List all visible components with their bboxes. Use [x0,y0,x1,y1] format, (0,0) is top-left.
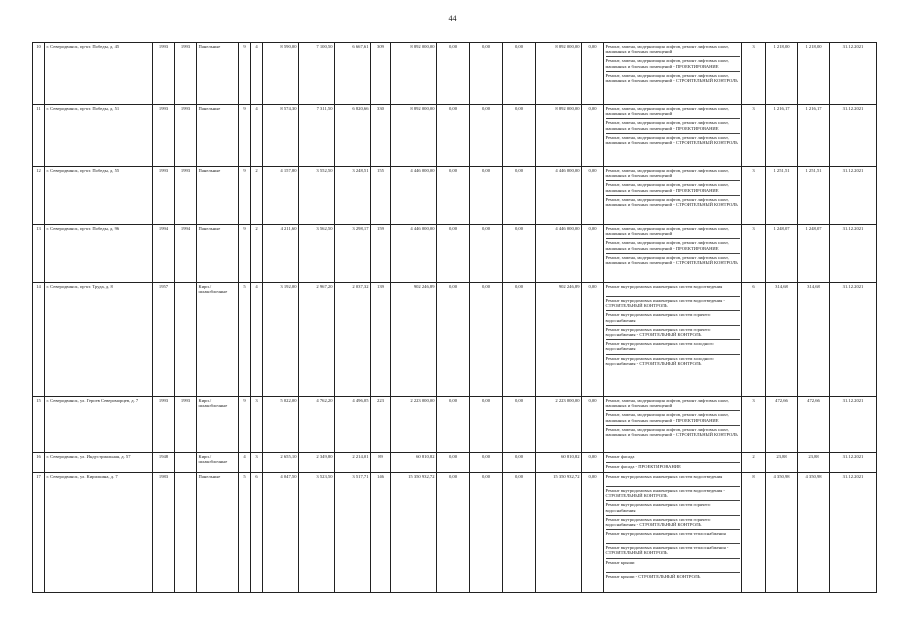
max-cost-cell: 1 216,17 [798,105,830,167]
residents-cell: 330 [371,105,391,167]
fund-owners-cell: 4 446 000,00 [536,225,582,283]
fund-local-cell: 0,00 [503,473,536,593]
area-residential-cell: 6 667,61 [335,43,371,105]
year-built-cell: 1994 [153,225,175,283]
row-number: 14 [33,283,45,397]
entrances-cell: 6 [251,473,263,593]
year-overhaul-cell: 1994 [175,225,197,283]
area-living-cell: 2 349,80 [299,453,335,473]
floors-cell: 9 [239,225,251,283]
year-built-cell: 1993 [153,43,175,105]
work-item: Ремонт внутридомовых инженерных систем горячего водоснабжения [606,311,740,325]
unit-cost-cell: 1 251,51 [766,167,798,225]
wall-material-cell: Панельные [197,43,239,105]
work-item: Ремонт фасада - ПРОЕКТИРОВАНИЕ [605,464,681,469]
work-item: Ремонт внутридомовых инженерных систем теплоснабжения - СТРОИТЕЛЬНЫЙ КОНТРОЛЬ [606,544,740,558]
fund-federal-cell: 0,00 [437,43,470,105]
unit-cost-cell: 314,68 [766,283,798,397]
residents-cell: 89 [371,453,391,473]
area-residential-cell: 2 037,32 [335,283,371,397]
floors-cell: 5 [239,283,251,397]
wall-material-cell: Кирп./ шлакоблочные [197,397,239,453]
units-cell: 3 [742,43,766,105]
area-residential-cell: 3 248,51 [335,167,371,225]
fund-local-cell: 0,00 [503,43,536,105]
fund-local-cell: 0,00 [503,397,536,453]
fund-other-cell: 0,00 [582,283,604,397]
address-cell: г. Северодвинск, пр-кт. Победы, д. 55 [45,167,153,225]
row-number: 15 [33,397,45,453]
year-overhaul-cell: 1993 [175,397,197,453]
year-built-cell: 1993 [153,167,175,225]
fund-other-cell: 0,00 [582,225,604,283]
fund-regional-cell: 0,00 [470,397,503,453]
area-total-cell: 2 655,10 [263,453,299,473]
work-item: Ремонт, замена, модернизация лифтов, ремонт лифтовых шахт, машинных и блочных помещений - ПРОЕКТИРОВАНИЕ [606,181,740,195]
fund-local-cell: 0,00 [503,105,536,167]
area-living-cell: 4 762,20 [299,397,335,453]
fund-other-cell: 0,00 [582,105,604,167]
entrances-cell: 2 [251,167,263,225]
table-row [33,397,877,453]
max-cost-cell: 1 248,07 [798,225,830,283]
fund-local-cell: 0,00 [503,167,536,225]
works-cell [604,43,742,105]
row-number: 12 [33,167,45,225]
area-total-cell: 4 211,60 [263,225,299,283]
wall-material-cell: Панельные [197,105,239,167]
work-item: Ремонт внутридомовых инженерных систем холодного водоснабжения [606,340,740,354]
year-built-cell: 1983 [153,473,175,593]
fund-owners-cell: 8 892 000,00 [536,105,582,167]
fund-other-cell: 0,00 [582,167,604,225]
fund-regional-cell: 0,00 [470,453,503,473]
work-item: Ремонт, замена, модернизация лифтов, ремонт лифтовых шахт, машинных и блочных помещений [606,105,740,119]
work-item: Ремонт внутридомовых инженерных систем теплоснабжения [606,530,740,544]
units-cell: 3 [742,397,766,453]
cost-total-cell: 8 892 000,00 [391,105,437,167]
residents-cell: 309 [371,43,391,105]
residents-cell: 159 [371,225,391,283]
work-item: Ремонт внутридомовых инженерных систем водоотведения [606,473,740,487]
residents-cell: 139 [371,283,391,397]
max-cost-cell: 4 350,98 [798,473,830,593]
work-item: Ремонт, замена, модернизация лифтов, ремонт лифтовых шахт, машинных и блочных помещений - ПРОЕКТИРОВАНИЕ [606,119,740,133]
fund-owners-cell: 8 892 000,00 [536,43,582,105]
floors-cell: 9 [239,105,251,167]
max-cost-cell: 23,88 [798,453,830,473]
residents-cell: 155 [371,167,391,225]
table-row [33,225,877,283]
fund-other-cell: 0,00 [582,397,604,453]
max-cost-cell: 472,66 [798,397,830,453]
max-cost-cell: 314,68 [798,283,830,397]
entrances-cell: 4 [251,105,263,167]
work-item: Ремонт внутридомовых инженерных систем водоотведения - СТРОИТЕЛЬНЫЙ КОНТРОЛЬ [606,297,740,311]
fund-regional-cell: 0,00 [470,225,503,283]
wall-material-cell: Кирп./ шлакоблочные [197,283,239,397]
fund-other-cell: 0,00 [582,473,604,593]
work-item: Ремонт, замена, модернизация лифтов, ремонт лифтовых шахт, машинных и блочных помещений [606,397,740,411]
work-item: Ремонт крыши [606,559,740,573]
year-built-cell: 1993 [153,397,175,453]
works-cell [604,225,742,283]
deadline-cell: 31.12.2021 [830,473,877,593]
entrances-cell: 4 [251,283,263,397]
year-overhaul-cell [175,453,197,473]
row-number: 11 [33,105,45,167]
row-number: 16 [33,453,45,473]
cost-total-cell: 4 446 000,00 [391,167,437,225]
work-item: Ремонт, замена, модернизация лифтов, ремонт лифтовых шахт, машинных и блочных помещений - ПРОЕКТИРОВАНИЕ [606,411,740,425]
entrances-cell: 4 [251,43,263,105]
cost-total-cell: 902 246,89 [391,283,437,397]
deadline-cell: 31.12.2021 [830,105,877,167]
deadline-cell: 31.12.2021 [830,225,877,283]
fund-regional-cell: 0,00 [470,473,503,593]
fund-federal-cell: 0,00 [437,397,470,453]
floors-cell: 9 [239,167,251,225]
table-row [33,473,877,593]
table-row [33,453,877,473]
table-body [33,43,877,593]
wall-material-cell: Панельные [197,473,239,593]
fund-other-cell: 0,00 [582,43,604,105]
area-total-cell: 5 022,00 [263,397,299,453]
floors-cell: 4 [239,453,251,473]
area-residential-cell: 3 298,17 [335,225,371,283]
works-cell [604,397,742,453]
cost-total-cell: 2 223 000,00 [391,397,437,453]
address-cell: г. Северодвинск, ул. Индустриальная, д. 57 [45,453,153,473]
deadline-cell: 31.12.2021 [830,283,877,397]
work-item: Ремонт внутридомовых инженерных систем горячего водоснабжения - СТРОИТЕЛЬНЫЙ КОНТРОЛЬ [606,326,740,340]
unit-cost-cell: 4 350,98 [766,473,798,593]
year-overhaul-cell: 1993 [175,167,197,225]
work-item: Ремонт, замена, модернизация лифтов, ремонт лифтовых шахт, машинных и блочных помещений - СТРОИТЕЛЬНЫЙ КОНТРОЛЬ [605,134,738,146]
fund-owners-cell: 15 350 932,72 [536,473,582,593]
residents-cell: 146 [371,473,391,593]
work-item: Ремонт, замена, модернизация лифтов, ремонт лифтовых шахт, машинных и блочных помещений - СТРОИТЕЛЬНЫЙ КОНТРОЛЬ [605,196,738,208]
work-item: Ремонт внутридомовых инженерных систем горячего водоснабжения - СТРОИТЕЛЬНЫЙ КОНТРОЛЬ [606,516,740,530]
table-row [33,167,877,225]
works-cell [604,473,742,593]
year-built-cell: 1993 [153,105,175,167]
work-item: Ремонт, замена, модернизация лифтов, ремонт лифтовых шахт, машинных и блочных помещений - СТРОИТЕЛЬНЫЙ КОНТРОЛЬ [605,254,738,266]
units-cell: 3 [742,105,766,167]
cost-total-cell: 60 810,82 [391,453,437,473]
fund-owners-cell: 2 223 000,00 [536,397,582,453]
work-item: Ремонт внутридомовых инженерных систем водоотведения - СТРОИТЕЛЬНЫЙ КОНТРОЛЬ [606,487,740,501]
fund-federal-cell: 0,00 [437,105,470,167]
work-item: Ремонт, замена, модернизация лифтов, ремонт лифтовых шахт, машинных и блочных помещений - ПРОЕКТИРОВАНИЕ [606,57,740,71]
work-item: Ремонт, замена, модернизация лифтов, ремонт лифтовых шахт, машинных и блочных помещений - СТРОИТЕЛЬНЫЙ КОНТРОЛЬ [605,426,738,438]
area-total-cell: 4 157,80 [263,167,299,225]
work-item: Ремонт, замена, модернизация лифтов, ремонт лифтовых шахт, машинных и блочных помещений - ПРОЕКТИРОВАНИЕ [606,239,740,253]
cost-total-cell: 15 350 932,72 [391,473,437,593]
fund-regional-cell: 0,00 [470,167,503,225]
floors-cell: 9 [239,43,251,105]
area-total-cell: 3 192,00 [263,283,299,397]
unit-cost-cell: 1 248,07 [766,225,798,283]
floors-cell: 5 [239,473,251,593]
entrances-cell: 3 [251,397,263,453]
wall-material-cell: Панельные [197,225,239,283]
table-row [33,283,877,397]
table-row [33,43,877,105]
work-item: Ремонт внутридомовых инженерных систем холодного водоснабжения - СТРОИТЕЛЬНЫЙ КОНТРОЛЬ [605,355,714,366]
works-cell [604,283,742,397]
area-living-cell: 3 552,50 [299,167,335,225]
area-total-cell: 4 047,50 [263,473,299,593]
works-cell [604,453,742,473]
fund-federal-cell: 0,00 [437,283,470,397]
year-overhaul-cell [175,473,197,593]
work-item: Ремонт, замена, модернизация лифтов, ремонт лифтовых шахт, машинных и блочных помещений - СТРОИТЕЛЬНЫЙ КОНТРОЛЬ [605,72,738,84]
work-item: Ремонт внутридомовых инженерных систем горячего водоснабжения [606,501,740,515]
area-residential-cell: 4 496,05 [335,397,371,453]
address-cell: г. Северодвинск, ул. Кирилкина, д. 7 [45,473,153,593]
address-cell: г. Северодвинск, пр-кт. Победы, д. 45 [45,43,153,105]
area-total-cell: 8 574,30 [263,105,299,167]
fund-local-cell: 0,00 [503,453,536,473]
row-number: 17 [33,473,45,593]
works-cell [604,105,742,167]
floors-cell: 9 [239,397,251,453]
max-cost-cell: 1 251,51 [798,167,830,225]
table-row [33,105,877,167]
fund-federal-cell: 0,00 [437,225,470,283]
overhaul-register-table [32,42,877,593]
residents-cell: 223 [371,397,391,453]
area-residential-cell: 6 820,66 [335,105,371,167]
work-item: Ремонт, замена, модернизация лифтов, ремонт лифтовых шахт, машинных и блочных помещений [606,43,740,57]
max-cost-cell: 1 218,00 [798,43,830,105]
year-overhaul-cell: 1993 [175,43,197,105]
fund-owners-cell: 902 246,89 [536,283,582,397]
units-cell: 2 [742,453,766,473]
work-item: Ремонт, замена, модернизация лифтов, ремонт лифтовых шахт, машинных и блочных помещений [606,167,740,181]
fund-regional-cell: 0,00 [470,105,503,167]
fund-regional-cell: 0,00 [470,43,503,105]
area-living-cell: 7 311,50 [299,105,335,167]
unit-cost-cell: 1 216,17 [766,105,798,167]
area-total-cell: 8 590,00 [263,43,299,105]
units-cell: 6 [742,283,766,397]
deadline-cell: 31.12.2021 [830,453,877,473]
area-living-cell: 2 967,20 [299,283,335,397]
year-built-cell: 1948 [153,453,175,473]
deadline-cell: 31.12.2021 [830,397,877,453]
entrances-cell: 3 [251,453,263,473]
unit-cost-cell: 472,66 [766,397,798,453]
address-cell: г. Северодвинск, пр-кт. Труда, д. 8 [45,283,153,397]
row-number: 13 [33,225,45,283]
work-item: Ремонт внутридомовых инженерных систем водоотведения [606,283,740,297]
area-living-cell: 7 100,50 [299,43,335,105]
deadline-cell: 31.12.2021 [830,167,877,225]
fund-regional-cell: 0,00 [470,283,503,397]
year-built-cell: 1957 [153,283,175,397]
cost-total-cell: 8 892 000,00 [391,43,437,105]
units-cell: 3 [742,225,766,283]
year-overhaul-cell [175,283,197,397]
works-cell [604,167,742,225]
units-cell: 3 [742,167,766,225]
fund-federal-cell: 0,00 [437,473,470,593]
fund-other-cell: 0,00 [582,453,604,473]
area-residential-cell: 3 517,71 [335,473,371,593]
fund-owners-cell: 60 810,82 [536,453,582,473]
fund-local-cell: 0,00 [503,225,536,283]
address-cell: г. Северодвинск, пр-кт. Победы, д. 96 [45,225,153,283]
fund-local-cell: 0,00 [503,283,536,397]
page-number: 44 [448,14,457,23]
address-cell: г. Северодвинск, пр-кт. Победы, д. 51 [45,105,153,167]
unit-cost-cell: 23,88 [766,453,798,473]
work-item: Ремонт, замена, модернизация лифтов, ремонт лифтовых шахт, машинных и блочных помещений [606,225,740,239]
area-living-cell: 3 523,50 [299,473,335,593]
deadline-cell: 31.12.2021 [830,43,877,105]
year-overhaul-cell: 1993 [175,105,197,167]
work-item: Ремонт фасада [606,453,740,463]
fund-federal-cell: 0,00 [437,453,470,473]
fund-federal-cell: 0,00 [437,167,470,225]
wall-material-cell: Кирп./ шлакоблочные [197,453,239,473]
wall-material-cell: Панельные [197,167,239,225]
area-living-cell: 3 562,50 [299,225,335,283]
units-cell: 8 [742,473,766,593]
unit-cost-cell: 1 218,00 [766,43,798,105]
row-number: 10 [33,43,45,105]
cost-total-cell: 4 446 000,00 [391,225,437,283]
entrances-cell: 2 [251,225,263,283]
area-residential-cell: 2 214,01 [335,453,371,473]
work-item: Ремонт крыши - СТРОИТЕЛЬНЫЙ КОНТРОЛЬ [605,573,701,579]
fund-owners-cell: 4 446 000,00 [536,167,582,225]
address-cell: г. Северодвинск, ул. Героев Североморцев, д. 7 [45,397,153,453]
